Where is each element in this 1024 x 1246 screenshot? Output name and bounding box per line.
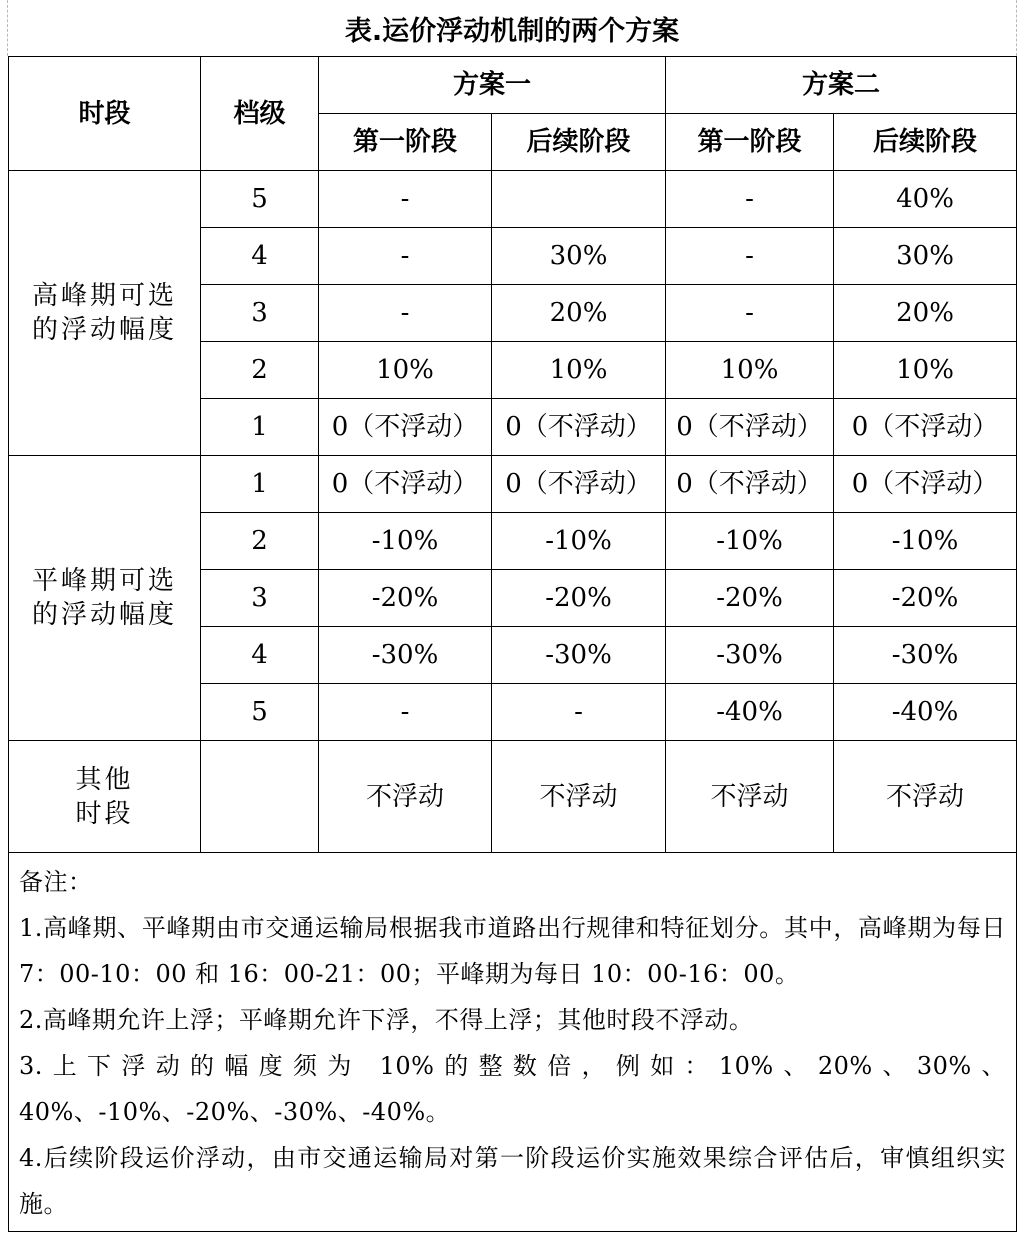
value-cell: - — [666, 171, 834, 228]
value-cell: - — [666, 285, 834, 342]
value-cell: 0（不浮动） — [319, 456, 492, 513]
note-item: 3.上下浮动的幅度须为 10%的整数倍，例如：10%、20%、30%、40%、-10%、-20%、-30%、-40%。 — [19, 1052, 1007, 1126]
peak-label-line2: 的浮动幅度 — [31, 315, 177, 345]
peak-label-line1: 高峰期可选 — [31, 281, 177, 311]
value-cell: 不浮动 — [492, 741, 666, 853]
value-cell: 0（不浮动） — [834, 399, 1017, 456]
value-cell: -30% — [834, 627, 1017, 684]
value-cell: 0（不浮动） — [319, 399, 492, 456]
value-cell: -10% — [319, 513, 492, 570]
header-plan1-stage1: 第一阶段 — [319, 114, 492, 171]
header-plan1: 方案一 — [319, 57, 666, 114]
peak-label — [9, 171, 201, 456]
value-cell: 10% — [319, 342, 492, 399]
level-cell: 3 — [201, 285, 319, 342]
value-cell: 30% — [492, 228, 666, 285]
value-cell: - — [319, 171, 492, 228]
value-cell: 不浮动 — [666, 741, 834, 853]
price-float-table — [8, 56, 1017, 1232]
other-label-line1: 其他 — [75, 764, 134, 795]
value-cell: 0（不浮动） — [834, 456, 1017, 513]
offpeak-label-line1: 平峰期可选 — [31, 566, 177, 596]
value-cell: 不浮动 — [834, 741, 1017, 853]
value-cell: - — [319, 684, 492, 741]
value-cell: 0（不浮动） — [492, 456, 666, 513]
value-cell: - — [319, 285, 492, 342]
value-cell: 不浮动 — [319, 741, 492, 853]
value-cell: 0（不浮动） — [492, 399, 666, 456]
header-plan1-later: 后续阶段 — [492, 114, 666, 171]
header-period: 时段 — [9, 57, 201, 171]
value-cell: 0（不浮动） — [666, 399, 834, 456]
table-row — [9, 456, 1017, 513]
value-cell — [492, 171, 666, 228]
value-cell: 10% — [834, 342, 1017, 399]
header-row-1 — [9, 57, 1017, 114]
level-cell: 4 — [201, 228, 319, 285]
level-cell: 3 — [201, 570, 319, 627]
value-cell: -10% — [492, 513, 666, 570]
level-cell: 5 — [201, 684, 319, 741]
value-cell: -20% — [492, 570, 666, 627]
value-cell: -10% — [666, 513, 834, 570]
value-cell: 20% — [834, 285, 1017, 342]
value-cell: - — [666, 228, 834, 285]
header-plan2-later: 后续阶段 — [834, 114, 1017, 171]
value-cell: -30% — [319, 627, 492, 684]
other-label — [9, 741, 201, 853]
value-cell: -10% — [834, 513, 1017, 570]
value-cell: -20% — [834, 570, 1017, 627]
table-row — [9, 171, 1017, 228]
value-cell: -20% — [319, 570, 492, 627]
value-cell: 10% — [666, 342, 834, 399]
notes-row — [9, 853, 1017, 1232]
value-cell: - — [319, 228, 492, 285]
value-cell: 20% — [492, 285, 666, 342]
notes-heading: 备注： — [19, 868, 93, 896]
header-plan2-stage1: 第一阶段 — [666, 114, 834, 171]
value-cell: - — [492, 684, 666, 741]
level-cell: 5 — [201, 171, 319, 228]
value-cell: -30% — [666, 627, 834, 684]
other-label-line2: 时段 — [75, 798, 134, 829]
level-cell: 2 — [201, 342, 319, 399]
offpeak-label — [9, 456, 201, 741]
level-cell — [201, 741, 319, 853]
value-cell: -40% — [666, 684, 834, 741]
value-cell: -40% — [834, 684, 1017, 741]
value-cell: 10% — [492, 342, 666, 399]
level-cell: 1 — [201, 456, 319, 513]
level-cell: 4 — [201, 627, 319, 684]
note-item: 4.后续阶段运价浮动，由市交通运输局对第一阶段运价实施效果综合评估后，审慎组织实施。 — [19, 1144, 1007, 1218]
notes-cell — [9, 853, 1017, 1232]
level-cell: 2 — [201, 513, 319, 570]
value-cell: 30% — [834, 228, 1017, 285]
table-title: 表.运价浮动机制的两个方案 — [344, 16, 680, 47]
table-row — [9, 741, 1017, 853]
value-cell: 0（不浮动） — [666, 456, 834, 513]
header-plan2: 方案二 — [666, 57, 1017, 114]
level-cell: 1 — [201, 399, 319, 456]
value-cell: -20% — [666, 570, 834, 627]
offpeak-label-line2: 的浮动幅度 — [31, 600, 177, 630]
value-cell: -30% — [492, 627, 666, 684]
header-level: 档级 — [201, 57, 319, 171]
note-item: 2.高峰期允许上浮；平峰期允许下浮，不得上浮；其他时段不浮动。 — [19, 1006, 754, 1034]
value-cell: 40% — [834, 171, 1017, 228]
note-item: 1.高峰期、平峰期由市交通运输局根据我市道路出行规律和特征划分。其中，高峰期为每日 7：00-10：00 和 16：00-21：00；平峰期为每日 10：00-16：00。 — [19, 914, 1007, 988]
